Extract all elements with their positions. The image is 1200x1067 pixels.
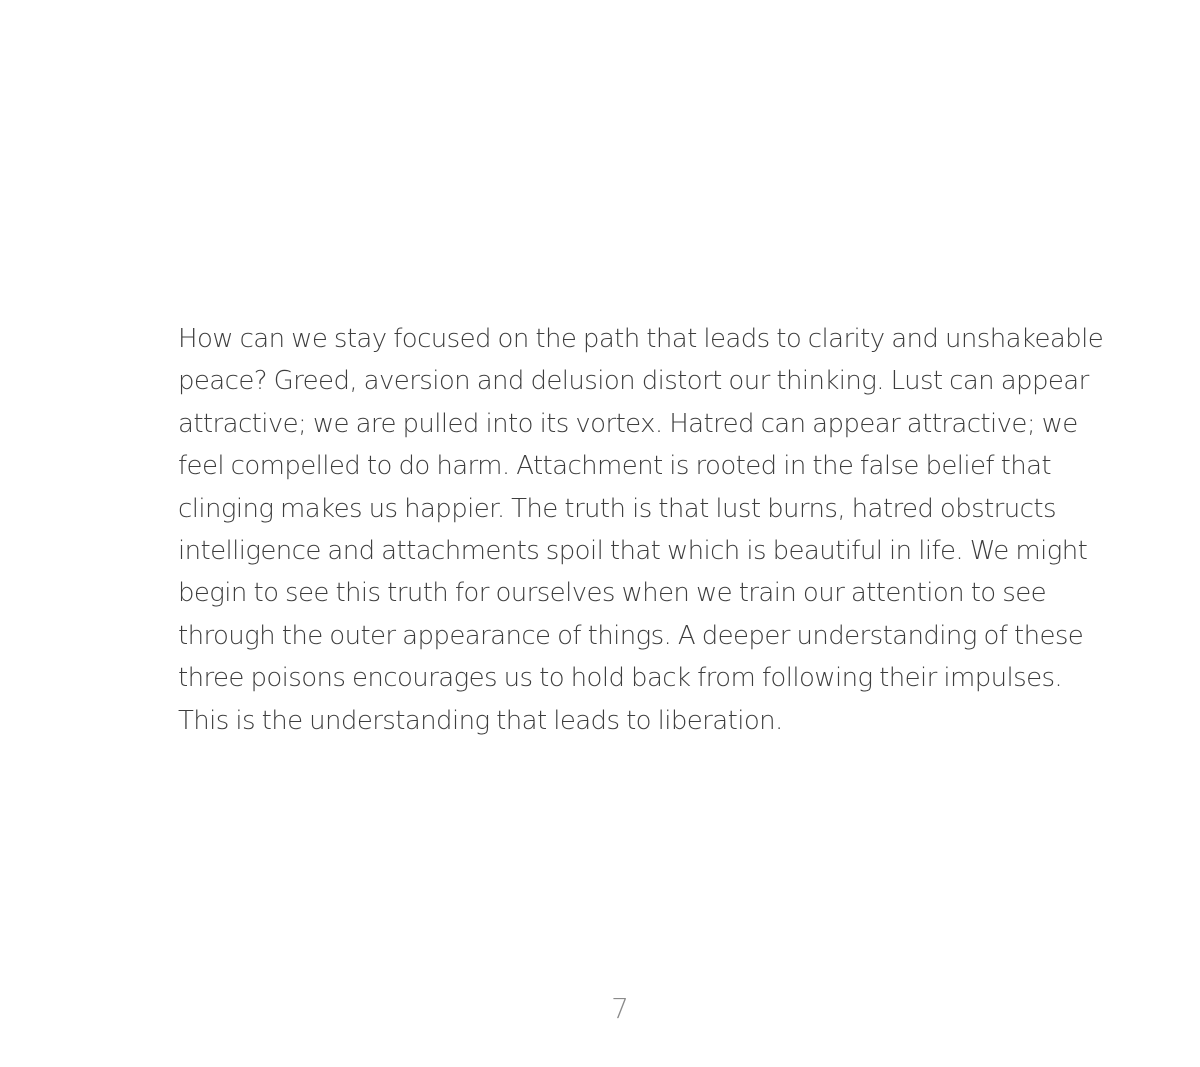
paragraph-line-2: peace? Greed, aversion and delusion distort our thinking. Lust can appear (178, 366, 1089, 397)
paragraph-line-4: feel compelled to do harm. Attachment is rooted in the false belief that (178, 451, 1052, 482)
paragraph-line-9: three poisons encourages us to hold back from following their impulses. (178, 663, 1063, 694)
paragraph-line-3: attractive; we are pulled into its vortex. Hatred can appear attractive; we (178, 408, 1078, 439)
paragraph-line-10: This is the understanding that leads to liberation. (178, 705, 783, 736)
paragraph-line-1: How can we stay focused on the path that leads to clarity and unshakeable (178, 324, 1104, 354)
paragraph-line-7: begin to see this truth for ourselves when we train our attention to see (178, 578, 1046, 609)
paragraph-line-6: intelligence and attachments spoil that which is beautiful in life. We might (178, 536, 1088, 567)
page-number: 7 (611, 992, 629, 1025)
paragraph-line-8: through the outer appearance of things. A deeper understanding of these (178, 620, 1084, 651)
body-paragraph (178, 318, 1104, 742)
paragraph-line-5: clinging makes us happier. The truth is that lust burns, hatred obstructs (178, 493, 1056, 524)
